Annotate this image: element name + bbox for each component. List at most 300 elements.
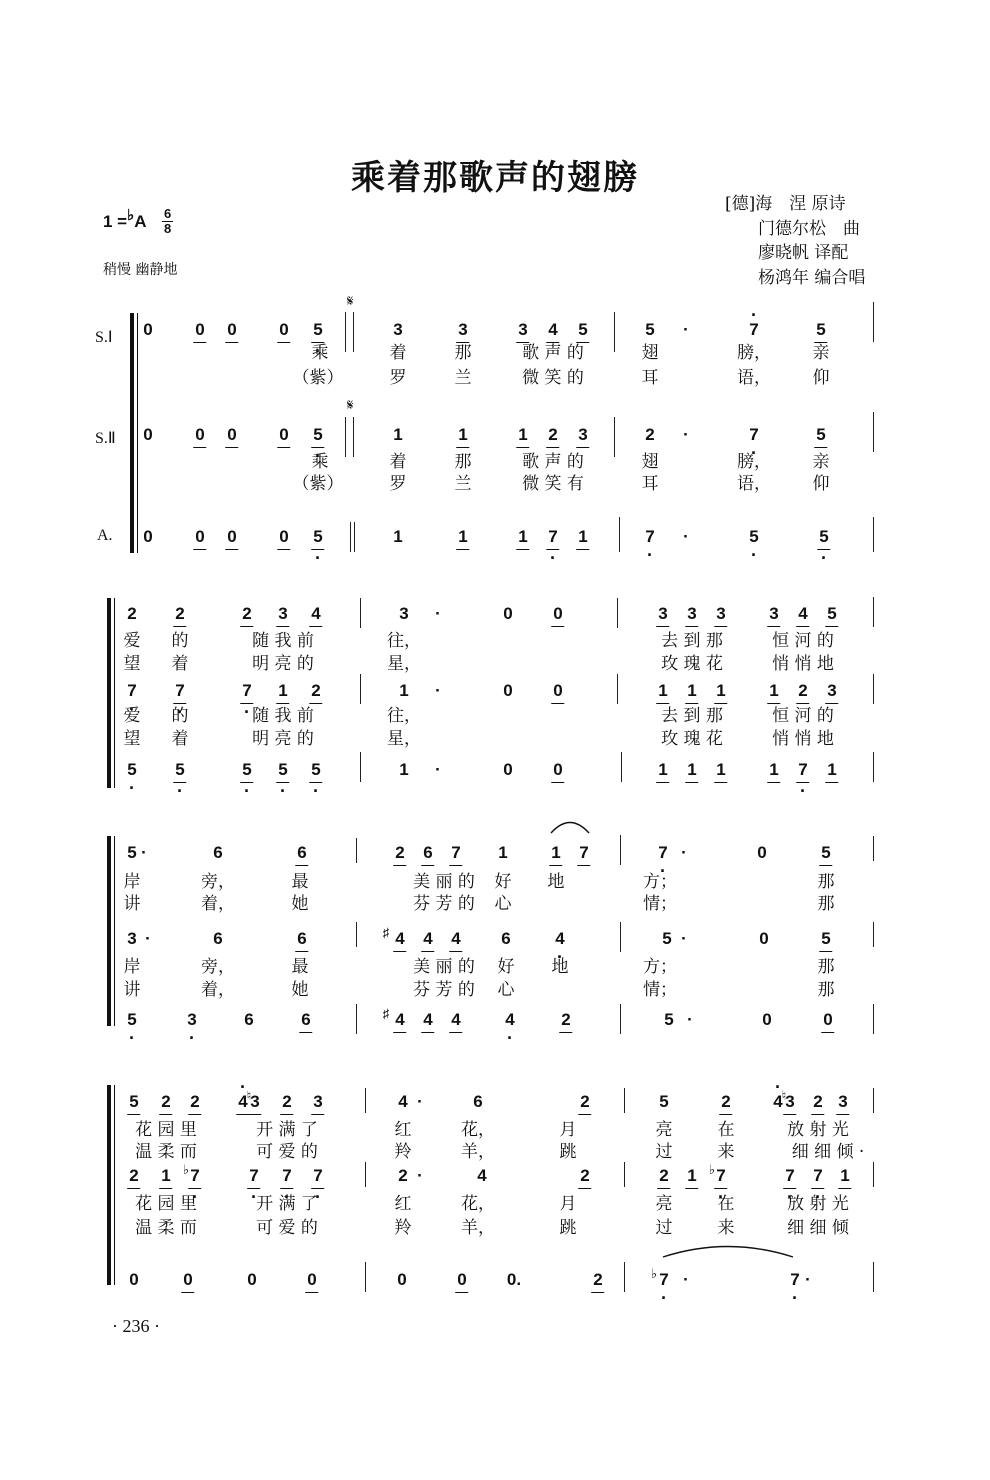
note: 0 xyxy=(503,681,513,700)
lyric: 开 满 了 xyxy=(256,1194,318,1214)
note: · 5 xyxy=(278,760,287,780)
system-bracket-line xyxy=(114,836,115,1026)
note: 0 xyxy=(307,1270,317,1289)
note: 4 xyxy=(398,1092,408,1111)
note: 0 xyxy=(757,843,767,862)
note: 1 xyxy=(687,1166,697,1185)
lyric: 微 笑 的 xyxy=(522,368,584,388)
note: · xyxy=(683,320,689,339)
note: 6 xyxy=(501,929,511,948)
barline xyxy=(621,752,622,782)
note: 5 xyxy=(645,320,655,339)
note: 3 xyxy=(716,604,726,623)
note: 0 xyxy=(823,1010,833,1029)
lyric: 来 xyxy=(717,1218,735,1238)
note: 1 xyxy=(716,681,726,700)
note: 4 xyxy=(423,1010,433,1029)
note: 1 xyxy=(518,425,528,444)
note: 6 xyxy=(213,843,223,862)
barline xyxy=(873,752,874,782)
note: · 5 xyxy=(175,760,184,780)
note: 3 xyxy=(578,425,588,444)
barline xyxy=(356,922,357,947)
lyric: 方； xyxy=(643,872,677,892)
note: 1 xyxy=(769,760,779,779)
lyric: 在 xyxy=(717,1194,735,1214)
lyric: 方； xyxy=(643,957,677,977)
lyric: 细 细 倾 · xyxy=(791,1142,865,1162)
composer-credit: 门德尔松 曲 xyxy=(758,218,860,239)
barline xyxy=(360,598,361,628)
lyric: 往， xyxy=(387,706,421,726)
note: 5 xyxy=(662,929,672,948)
lyric: 玫 瑰 花 xyxy=(661,729,723,749)
note: · 7 xyxy=(175,681,184,701)
segno-icon: 𝄋 xyxy=(347,292,354,310)
note: · xyxy=(417,1092,423,1111)
note: 5 xyxy=(664,1010,674,1029)
note: 3 xyxy=(785,1092,795,1111)
lyric: 耳 xyxy=(641,474,659,494)
lyric: 讲 xyxy=(123,894,141,914)
accidental-sign: ♭ xyxy=(182,1162,190,1177)
note: 1 xyxy=(658,760,668,779)
note: 1 xyxy=(578,527,588,546)
barline xyxy=(356,1004,357,1034)
note: · xyxy=(435,760,441,779)
note: 0 xyxy=(195,320,205,339)
note: 3 xyxy=(458,320,468,339)
note: 1 xyxy=(458,425,468,444)
lyric: 过 xyxy=(655,1142,673,1162)
lyric: 她 xyxy=(291,894,309,914)
lyric: 那 xyxy=(817,872,835,892)
note: 3 xyxy=(393,320,403,339)
system-bracket-line xyxy=(114,598,115,788)
accidental-sign: ♯ xyxy=(382,925,390,940)
accidental-sign: ♮ xyxy=(246,1088,252,1103)
barline xyxy=(360,674,361,704)
lyric: 花， xyxy=(461,1120,495,1140)
lyric: 望 xyxy=(123,729,141,749)
note: 0 xyxy=(397,1270,407,1289)
note: · 5 xyxy=(242,760,251,780)
note: 1 xyxy=(840,1166,850,1185)
note: 3 xyxy=(127,929,137,948)
note: 0 xyxy=(143,425,153,444)
note: 0 xyxy=(762,1010,772,1029)
lyric: 去 到 那 xyxy=(661,706,723,726)
lyric: 望 xyxy=(123,654,141,674)
slur-mark xyxy=(662,1246,794,1258)
flat-sign: ♭ xyxy=(127,207,135,224)
note: 3 xyxy=(687,604,697,623)
lyric: 放 射 光 xyxy=(787,1120,849,1140)
page-number: · 236 · xyxy=(112,1316,160,1336)
barline xyxy=(873,1004,874,1034)
barline xyxy=(365,1088,366,1113)
note: · xyxy=(683,425,689,444)
note: 2 xyxy=(721,1092,731,1111)
lyric: 亮 xyxy=(655,1120,673,1140)
note: 6 xyxy=(244,1010,254,1029)
note: 6 xyxy=(297,843,307,862)
note: 0 xyxy=(129,1270,139,1289)
lyric: 兰 xyxy=(454,368,472,388)
note: 0 xyxy=(457,1270,467,1289)
lyric: 星， xyxy=(387,729,421,749)
lyric: 耳 xyxy=(641,368,659,388)
lyric: 地 xyxy=(547,872,565,892)
lyric: 乘 xyxy=(311,343,329,363)
note: · xyxy=(683,1270,689,1289)
lyric: 月 xyxy=(559,1194,577,1214)
lyric: 恒 河 的 xyxy=(772,706,834,726)
note: 6 xyxy=(423,843,433,862)
note: 0 xyxy=(553,681,563,700)
note: · 5 xyxy=(313,320,322,340)
lyric: 芬 芳 的 xyxy=(413,980,475,1000)
system-bracket xyxy=(130,313,134,553)
note: · 5 xyxy=(311,760,320,780)
accidental-sign: ♭ xyxy=(650,1266,658,1281)
note: · xyxy=(683,527,689,546)
note: · 4 xyxy=(238,1092,247,1112)
lyric: 花 园 里 xyxy=(135,1120,197,1140)
note: · xyxy=(141,843,147,862)
lyric: 往， xyxy=(387,631,421,651)
note: 3 xyxy=(827,681,837,700)
note: 2 xyxy=(813,1092,823,1111)
lyric: 恒 河 的 xyxy=(772,631,834,651)
note: 6 xyxy=(297,929,307,948)
lyric: 悄 悄 地 xyxy=(772,729,834,749)
barline xyxy=(873,1162,874,1187)
note: 1 xyxy=(827,760,837,779)
lyric: 好 xyxy=(494,872,512,892)
lyric: 过 xyxy=(655,1218,673,1238)
lyric: 美 丽 的 xyxy=(413,957,475,977)
lyric: 旁， xyxy=(201,872,235,892)
lyric: 那 xyxy=(817,957,835,977)
barline xyxy=(873,517,874,552)
lyric: 岸 xyxy=(123,957,141,977)
barline xyxy=(873,1262,874,1292)
barline xyxy=(873,674,874,704)
note: 2 xyxy=(548,425,558,444)
lyric: 着 xyxy=(389,343,407,363)
note: 2 xyxy=(190,1092,200,1111)
note: · 5 xyxy=(127,760,136,780)
note: 4 xyxy=(311,604,321,623)
lyric: 红 xyxy=(394,1194,412,1214)
note: · xyxy=(687,1010,693,1029)
lyric: 膀， xyxy=(737,343,771,363)
lyric: 心 xyxy=(497,980,515,1000)
barline xyxy=(353,417,354,457)
note: 4 xyxy=(423,929,433,948)
lyric: 星， xyxy=(387,654,421,674)
lyric: 着 xyxy=(171,654,189,674)
note: 6 xyxy=(213,929,223,948)
voice-label-soprano-1: S.Ⅰ xyxy=(95,329,113,346)
note: 0 xyxy=(183,1270,193,1289)
note: · 5 xyxy=(819,527,828,547)
system-bracket-line xyxy=(114,1085,115,1285)
note: · 7 xyxy=(242,681,251,701)
note: · 7 xyxy=(127,681,136,701)
lyric: 最 xyxy=(291,957,309,977)
note: · 7 xyxy=(790,1270,799,1290)
note: 3 xyxy=(278,604,288,623)
lyric: 微 笑 有 xyxy=(522,474,584,494)
note: 3 xyxy=(658,604,668,623)
poet-name: 海 涅 xyxy=(755,194,807,214)
lyric: 放 射 光 xyxy=(787,1194,849,1214)
lyric: 爱 xyxy=(123,706,141,726)
lyric: 开 满 了 xyxy=(256,1120,318,1140)
barline xyxy=(619,517,620,552)
lyric: 红 xyxy=(394,1120,412,1140)
barline xyxy=(614,417,615,457)
note: 2 xyxy=(161,1092,171,1111)
lyric: 讲 xyxy=(123,980,141,1000)
lyric: 亮 xyxy=(655,1194,673,1214)
note: 5 xyxy=(816,425,826,444)
note: 2 xyxy=(580,1166,590,1185)
barline xyxy=(873,302,874,342)
note: 1 xyxy=(658,681,668,700)
lyric: 月 xyxy=(559,1120,577,1140)
barline xyxy=(617,674,618,704)
barline xyxy=(345,417,346,457)
key-signature: 1 =♭A xyxy=(103,207,147,231)
barline xyxy=(620,1004,621,1034)
note: 3 xyxy=(769,604,779,623)
note: 4 xyxy=(451,1010,461,1029)
note: 6 xyxy=(301,1010,311,1029)
note: · 7 xyxy=(282,1166,291,1186)
lyric: 美 丽 的 xyxy=(413,872,475,892)
barline xyxy=(356,838,357,863)
note: 1 xyxy=(393,425,403,444)
note: 3 xyxy=(313,1092,323,1111)
barline xyxy=(360,752,361,782)
barline xyxy=(624,1262,625,1292)
lyric: 的 xyxy=(171,706,189,726)
lyric: 语， xyxy=(737,368,771,388)
lyric: 羚 xyxy=(394,1218,412,1238)
note: 0 xyxy=(195,527,205,546)
poet-origin: [德] xyxy=(725,194,756,214)
note: 0 xyxy=(503,604,513,623)
lyric: （紫） xyxy=(292,474,344,494)
note: · 7 xyxy=(798,760,807,780)
note: 1 xyxy=(399,681,409,700)
barline xyxy=(365,1262,366,1292)
system-bracket-line xyxy=(137,313,138,553)
note: 1 xyxy=(687,681,697,700)
lyric: 歌 声 的 xyxy=(522,452,584,472)
note: 2 xyxy=(580,1092,590,1111)
note: 5 xyxy=(821,843,831,862)
note: 0 xyxy=(553,604,563,623)
lyric: 岸 xyxy=(123,872,141,892)
lyric: 在 xyxy=(717,1120,735,1140)
note: 2 xyxy=(398,1166,408,1185)
barline xyxy=(624,1162,625,1187)
note: 4 xyxy=(395,929,405,948)
note: · 7 xyxy=(749,425,758,445)
note: · 7 xyxy=(749,320,758,340)
barline xyxy=(873,836,874,861)
lyric: 好 xyxy=(497,957,515,977)
note: 2 xyxy=(242,604,252,623)
note: 7 xyxy=(451,843,461,862)
note: 1 xyxy=(458,527,468,546)
note: 1 xyxy=(278,681,288,700)
note: 2 xyxy=(395,843,405,862)
lyric: 羊， xyxy=(461,1142,495,1162)
note: 0 xyxy=(227,320,237,339)
note: · xyxy=(681,843,687,862)
lyric: 那 xyxy=(817,894,835,914)
lyric: 亲 xyxy=(812,343,830,363)
note: 4 xyxy=(451,929,461,948)
barline xyxy=(354,522,355,552)
lyric: 随 我 前 xyxy=(252,706,314,726)
note: · xyxy=(435,681,441,700)
lyric: 明 亮 的 xyxy=(252,729,314,749)
note: 1 xyxy=(769,681,779,700)
note: 1 xyxy=(551,843,561,862)
accidental-sign: ♭ xyxy=(708,1162,716,1177)
note: · 5 xyxy=(127,1010,136,1030)
lyric: 情； xyxy=(643,894,677,914)
note: 2 xyxy=(798,681,808,700)
barline xyxy=(873,1088,874,1113)
note: 0 xyxy=(759,929,769,948)
note: 0 xyxy=(279,527,289,546)
lyric: 羚 xyxy=(394,1142,412,1162)
note: 3 xyxy=(250,1092,260,1111)
lyric: 花， xyxy=(461,1194,495,1214)
lyric: 歌 声 的 xyxy=(522,343,584,363)
note: · 7 xyxy=(548,527,557,547)
note: 5 xyxy=(816,320,826,339)
lyric: 地 xyxy=(551,957,569,977)
note: · 7 xyxy=(313,1166,322,1186)
note: · 7 xyxy=(645,527,654,547)
note: · 7 xyxy=(190,1166,199,1186)
note: 4 xyxy=(798,604,808,623)
note: 5 xyxy=(659,1092,669,1111)
note: 2 xyxy=(127,604,137,623)
lyric: 明 亮 的 xyxy=(252,654,314,674)
lyric: 玫 瑰 花 xyxy=(661,654,723,674)
note: 3 xyxy=(518,320,528,339)
lyric: 着， xyxy=(201,980,235,1000)
lyric: 翅 xyxy=(641,343,659,363)
note: 1 xyxy=(716,760,726,779)
note: 3 xyxy=(399,604,409,623)
note: · 5 xyxy=(313,527,322,547)
note: · 4 xyxy=(505,1010,514,1030)
lyric: 可 爱 的 xyxy=(256,1142,318,1162)
note: 2 xyxy=(593,1270,603,1289)
lyric: 去 到 那 xyxy=(661,631,723,651)
note: · 7 xyxy=(658,843,667,863)
note: 2 xyxy=(129,1166,139,1185)
note: · 4 xyxy=(773,1092,782,1112)
note: 4 xyxy=(548,320,558,339)
note: · 3 xyxy=(187,1010,196,1030)
note: · 4 xyxy=(555,929,564,949)
lyric: 那 xyxy=(454,343,472,363)
lyric: 罗 xyxy=(389,368,407,388)
note: 5 xyxy=(578,320,588,339)
lyric: 着 xyxy=(389,452,407,472)
lyric: 亲 xyxy=(812,452,830,472)
note: 6 xyxy=(473,1092,483,1111)
lyric: 羊， xyxy=(461,1218,495,1238)
lyric: 仰 xyxy=(812,368,830,388)
barline xyxy=(873,597,874,627)
note: · xyxy=(145,929,151,948)
note: 0 xyxy=(143,527,153,546)
note: · 7 xyxy=(716,1166,725,1186)
note: 0. xyxy=(506,1270,522,1289)
note: 1 xyxy=(518,527,528,546)
lyric: 乘 xyxy=(311,452,329,472)
lyric: 旁， xyxy=(201,957,235,977)
poet-role: 原诗 xyxy=(811,194,846,214)
lyric: （紫） xyxy=(292,368,344,388)
time-signature: 6 8 xyxy=(164,206,172,236)
lyric: 悄 悄 地 xyxy=(772,654,834,674)
lyric: 她 xyxy=(291,980,309,1000)
note: · xyxy=(805,1270,811,1289)
note: · 5 xyxy=(749,527,758,547)
note: · xyxy=(681,929,687,948)
barline xyxy=(353,312,354,352)
translator-credit: 廖晓帆 译配 xyxy=(758,243,849,263)
arranger-credit: 杨鸿年 编合唱 xyxy=(758,267,866,288)
note: 1 xyxy=(161,1166,171,1185)
note: 1 xyxy=(687,760,697,779)
note: 2 xyxy=(561,1010,571,1029)
note: · 7 xyxy=(249,1166,258,1186)
note: 4 xyxy=(395,1010,405,1029)
tempo-marking: 稍慢 幽静地 xyxy=(103,262,178,278)
note: 5 xyxy=(127,843,137,862)
barline xyxy=(620,835,621,865)
note: 2 xyxy=(659,1166,669,1185)
note: 0 xyxy=(227,425,237,444)
note: 1 xyxy=(399,760,409,779)
lyric: 来 xyxy=(717,1142,735,1162)
note: 0 xyxy=(553,760,563,779)
segno-icon: 𝄋 xyxy=(347,396,354,414)
lyric: 心 xyxy=(494,894,512,914)
lyric: 那 xyxy=(454,452,472,472)
slur-mark xyxy=(550,822,590,834)
note: · 7 xyxy=(785,1166,794,1186)
lyric: 兰 xyxy=(454,474,472,494)
barline xyxy=(624,1088,625,1113)
song-title: 乘着那歌声的翅膀 xyxy=(351,158,639,198)
voice-label-alto: A. xyxy=(97,527,113,544)
